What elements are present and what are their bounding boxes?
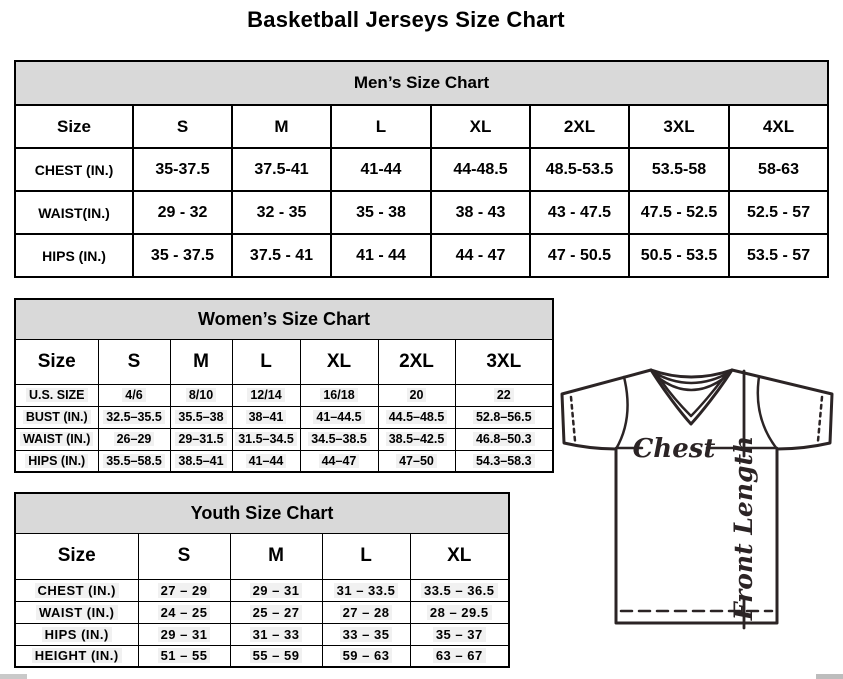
- table-cell: [729, 234, 828, 277]
- cell-value: 35 - 37.5: [150, 246, 215, 264]
- cell-value: 24 – 25: [158, 605, 211, 620]
- cell-value: 29 – 31: [158, 627, 211, 642]
- table-cell: [138, 601, 230, 623]
- cell-value: 4/6: [122, 388, 145, 402]
- front-length-label: Front Length: [729, 435, 758, 621]
- table-cell: [15, 601, 138, 623]
- table-cell: [170, 450, 232, 472]
- table-cell: [331, 191, 431, 234]
- row-label: HIPS (IN.): [42, 627, 112, 642]
- youth-table-title: Youth Size Chart: [15, 493, 509, 533]
- column-header: Size: [15, 339, 98, 384]
- cell-value: 52.5 - 57: [746, 203, 811, 221]
- table-row: [15, 191, 828, 234]
- table-row: [15, 601, 509, 623]
- column-header: L: [331, 105, 431, 148]
- cell-value: 32.5–35.5: [103, 410, 165, 424]
- table-cell: [530, 191, 629, 234]
- cell-value: 38–41: [246, 410, 287, 424]
- cell-value: 41–44.5: [313, 410, 364, 424]
- table-cell: [300, 384, 378, 406]
- table-row: [15, 428, 553, 450]
- row-label: WAIST (IN.): [20, 432, 93, 446]
- column-header: M: [170, 339, 232, 384]
- table-cell: [98, 428, 170, 450]
- table-cell: [729, 148, 828, 191]
- cell-value: 58-63: [758, 160, 799, 178]
- table-cell: [455, 450, 553, 472]
- column-header: 2XL: [378, 339, 455, 384]
- chest-label: Chest: [632, 434, 716, 464]
- column-header: Size: [15, 533, 138, 579]
- cell-value: 27 – 29: [158, 583, 211, 598]
- table-cell: [455, 428, 553, 450]
- table-cell: [15, 428, 98, 450]
- cell-value: 51 – 55: [158, 648, 211, 663]
- column-header: Size: [15, 105, 133, 148]
- cell-value: 44-48.5: [453, 160, 508, 178]
- table-row: [15, 623, 509, 645]
- cell-value: 16/18: [320, 388, 357, 402]
- table-row: [15, 148, 828, 191]
- table-cell: [378, 450, 455, 472]
- cell-value: 8/10: [186, 388, 216, 402]
- cell-value: 38 - 43: [455, 203, 506, 221]
- cell-value: 31 – 33: [250, 627, 303, 642]
- column-header: S: [138, 533, 230, 579]
- jersey-measurement-diagram: [558, 360, 840, 660]
- row-label: HIPS (IN.): [42, 247, 106, 264]
- table-row: [15, 645, 509, 667]
- cell-value: 29 – 31: [250, 583, 303, 598]
- table-cell: [530, 234, 629, 277]
- cell-value: 12/14: [247, 388, 284, 402]
- cell-value: 37.5 - 41: [249, 246, 314, 264]
- column-header: L: [232, 339, 300, 384]
- table-cell: [15, 645, 138, 667]
- table-cell: [138, 645, 230, 667]
- table-cell: [15, 579, 138, 601]
- table-cell: [455, 384, 553, 406]
- youth-size-table: [14, 492, 510, 668]
- cell-value: 43 - 47.5: [547, 203, 612, 221]
- cell-value: 33 – 35: [340, 627, 393, 642]
- table-cell: [410, 623, 509, 645]
- row-label: CHEST (IN.): [35, 583, 119, 598]
- table-cell: [378, 428, 455, 450]
- mens-columns-row: [15, 105, 828, 148]
- cell-value: 25 – 27: [250, 605, 303, 620]
- cell-value: 35-37.5: [155, 160, 210, 178]
- table-cell: [322, 579, 410, 601]
- table-cell: [230, 623, 322, 645]
- table-cell: [300, 406, 378, 428]
- table-cell: [15, 623, 138, 645]
- row-label: CHEST (IN.): [34, 161, 114, 178]
- column-header: 2XL: [530, 105, 629, 148]
- youth-table-title-row: [15, 493, 509, 533]
- cell-value: 47–50: [396, 454, 437, 468]
- table-cell: [455, 406, 553, 428]
- table-cell: [410, 645, 509, 667]
- table-cell: [15, 234, 133, 277]
- cell-value: 29–31.5: [175, 432, 226, 446]
- cell-value: 59 – 63: [340, 648, 393, 663]
- table-cell: [170, 384, 232, 406]
- cell-value: 33.5 – 36.5: [421, 583, 498, 598]
- cell-value: 26–29: [114, 432, 155, 446]
- column-header: S: [98, 339, 170, 384]
- armhole-seam-right: [758, 377, 777, 449]
- cell-value: 52.8–56.5: [473, 410, 535, 424]
- row-label: HEIGHT (IN.): [32, 648, 122, 663]
- table-cell: [331, 148, 431, 191]
- cell-value: 31.5–34.5: [235, 432, 297, 446]
- womens-columns-row: [15, 339, 553, 384]
- table-row: [15, 579, 509, 601]
- cell-value: 41–44: [246, 454, 287, 468]
- table-cell: [300, 428, 378, 450]
- cell-value: 20: [407, 388, 427, 402]
- table-cell: [378, 406, 455, 428]
- cell-value: 41-44: [360, 160, 402, 178]
- cell-value: 27 – 28: [340, 605, 393, 620]
- table-cell: [232, 148, 331, 191]
- table-cell: [133, 234, 232, 277]
- table-cell: [322, 601, 410, 623]
- cell-value: 48.5-53.5: [545, 160, 614, 178]
- table-cell: [133, 191, 232, 234]
- page-title: Basketball Jerseys Size Chart: [247, 7, 565, 32]
- table-cell: [133, 148, 232, 191]
- table-cell: [232, 428, 300, 450]
- scrollbar-fragment-right[interactable]: [816, 674, 843, 679]
- column-header: M: [230, 533, 322, 579]
- cell-value: 35.5–58.5: [103, 454, 165, 468]
- column-header: XL: [431, 105, 530, 148]
- table-cell: [98, 406, 170, 428]
- table-cell: [410, 601, 509, 623]
- cell-value: 41 - 44: [356, 246, 406, 264]
- table-cell: [729, 191, 828, 234]
- jersey-outline: [562, 370, 832, 623]
- armhole-seam-left: [616, 377, 628, 449]
- table-cell: [170, 406, 232, 428]
- table-cell: [629, 234, 729, 277]
- table-cell: [331, 234, 431, 277]
- table-cell: [322, 623, 410, 645]
- row-label: BUST (IN.): [23, 410, 91, 424]
- table-cell: [138, 623, 230, 645]
- cell-value: 37.5-41: [254, 160, 309, 178]
- cell-value: 35 – 37: [433, 627, 486, 642]
- cell-value: 22: [494, 388, 514, 402]
- sleeve-hem-dash-left: [571, 397, 575, 441]
- table-cell: [378, 384, 455, 406]
- table-cell: [232, 384, 300, 406]
- cell-value: 34.5–38.5: [308, 432, 370, 446]
- row-label: WAIST (IN.): [36, 605, 118, 620]
- table-cell: [431, 234, 530, 277]
- column-header: XL: [410, 533, 509, 579]
- womens-size-table: [14, 298, 554, 473]
- column-header: L: [322, 533, 410, 579]
- cell-value: 44–47: [319, 454, 360, 468]
- table-cell: [629, 148, 729, 191]
- table-cell: [170, 428, 232, 450]
- column-header: M: [232, 105, 331, 148]
- table-cell: [232, 450, 300, 472]
- cell-value: 35 - 38: [356, 203, 406, 221]
- sleeve-hem-dash-right: [818, 397, 822, 441]
- table-cell: [232, 234, 331, 277]
- cell-value: 53.5 - 57: [746, 246, 811, 264]
- table-cell: [230, 601, 322, 623]
- table-cell: [300, 450, 378, 472]
- table-cell: [230, 645, 322, 667]
- cell-value: 38.5–41: [175, 454, 226, 468]
- scrollbar-fragment-left[interactable]: [0, 674, 27, 679]
- table-cell: [98, 384, 170, 406]
- table-cell: [322, 645, 410, 667]
- table-cell: [98, 450, 170, 472]
- table-cell: [431, 191, 530, 234]
- table-cell: [15, 406, 98, 428]
- table-cell: [232, 191, 331, 234]
- table-cell: [431, 148, 530, 191]
- cell-value: 38.5–42.5: [386, 432, 448, 446]
- cell-value: 32 - 35: [256, 203, 307, 221]
- table-row: [15, 234, 828, 277]
- row-label: WAIST(IN.): [38, 204, 110, 221]
- mens-table-title-row: [15, 61, 828, 105]
- womens-table-title: Women’s Size Chart: [15, 299, 553, 339]
- cell-value: 46.8–50.3: [473, 432, 535, 446]
- column-header: S: [133, 105, 232, 148]
- column-header: XL: [300, 339, 378, 384]
- table-cell: [138, 579, 230, 601]
- table-cell: [230, 579, 322, 601]
- table-row: [15, 406, 553, 428]
- mens-table-title: Men’s Size Chart: [15, 61, 828, 105]
- row-label: U.S. SIZE: [26, 388, 88, 402]
- table-row: [15, 384, 553, 406]
- column-header: 4XL: [729, 105, 828, 148]
- cell-value: 47.5 - 52.5: [640, 203, 718, 221]
- cell-value: 63 – 67: [433, 648, 486, 663]
- mens-size-table: [14, 60, 829, 278]
- table-cell: [15, 384, 98, 406]
- table-row: [15, 450, 553, 472]
- cell-value: 47 - 50.5: [547, 246, 612, 264]
- cell-value: 44.5–48.5: [386, 410, 448, 424]
- table-cell: [15, 148, 133, 191]
- cell-value: 50.5 - 53.5: [640, 246, 718, 264]
- cell-value: 54.3–58.3: [473, 454, 535, 468]
- table-cell: [15, 450, 98, 472]
- cell-value: 31 – 33.5: [334, 583, 399, 598]
- cell-value: 29 - 32: [157, 203, 208, 221]
- row-label: HIPS (IN.): [25, 454, 88, 468]
- cell-value: 44 - 47: [455, 246, 506, 264]
- cell-value: 28 – 29.5: [427, 605, 492, 620]
- table-cell: [232, 406, 300, 428]
- column-header: 3XL: [629, 105, 729, 148]
- table-cell: [629, 191, 729, 234]
- table-cell: [15, 191, 133, 234]
- youth-columns-row: [15, 533, 509, 579]
- table-cell: [530, 148, 629, 191]
- cell-value: 55 – 59: [250, 648, 303, 663]
- womens-table-title-row: [15, 299, 553, 339]
- table-cell: [410, 579, 509, 601]
- cell-value: 53.5-58: [651, 160, 707, 178]
- column-header: 3XL: [455, 339, 553, 384]
- cell-value: 35.5–38: [175, 410, 226, 424]
